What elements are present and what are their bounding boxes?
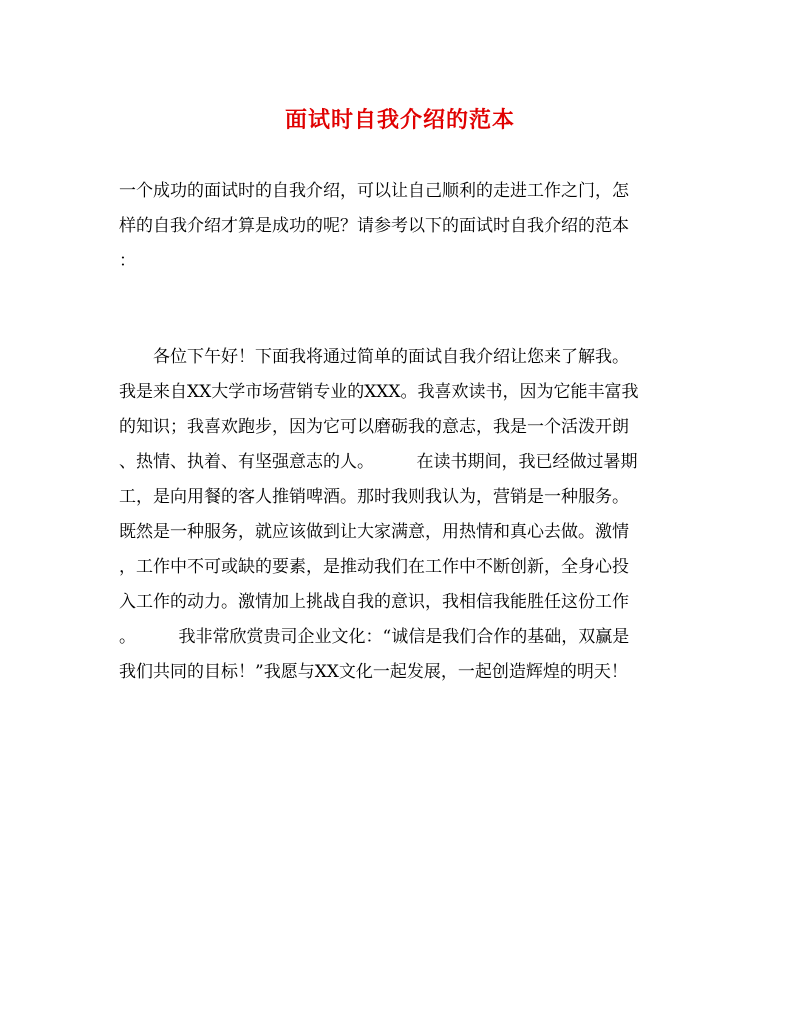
text-line: 。 我非常欣赏贵司企业文化：“诚信是我们合作的基础，双赢是 [119,627,630,647]
text-line: ，工作中不可或缺的要素，是推动我们在工作中不断创新，全身心投 [119,557,629,577]
text-line: 既然是一种服务，就应该做到让大家满意，用热情和真心去做。激情 [119,522,629,542]
text-line: 一个成功的面试时的自我介绍，可以让自己顺利的走进工作之门，怎 [119,181,629,201]
text-line: 的知识；我喜欢跑步，因为它可以磨砺我的意志，我是一个活泼开朗 [119,417,629,437]
text-line: 入工作的动力。激情加上挑战自我的意识，我相信我能胜任这份工作 [119,592,629,612]
intro-paragraph [119,174,691,279]
body-paragraph [119,340,691,690]
text-line: 各位下午好！下面我将通过简单的面试自我介绍让您来了解我。 [119,347,629,367]
text-line: 我们共同的目标！”我愿与XX文化一起发展，一起创造辉煌的明天！ [119,662,628,682]
text-line: 我是来自XX大学市场营销专业的XXX。我喜欢读书，因为它能丰富我 [119,382,639,402]
text-line: 样的自我介绍才算是成功的呢？请参考以下的面试时自我介绍的范本 [119,216,629,236]
text-line: 工，是向用餐的客人推销啤酒。那时我则我认为，营销是一种服务。 [119,487,629,507]
text-line: 、热情、执着、有坚强意志的人。 在读书期间，我已经做过暑期 [119,452,638,472]
text-line: ： [119,251,136,271]
document-title: 面试时自我介绍的范本 [284,107,515,133]
